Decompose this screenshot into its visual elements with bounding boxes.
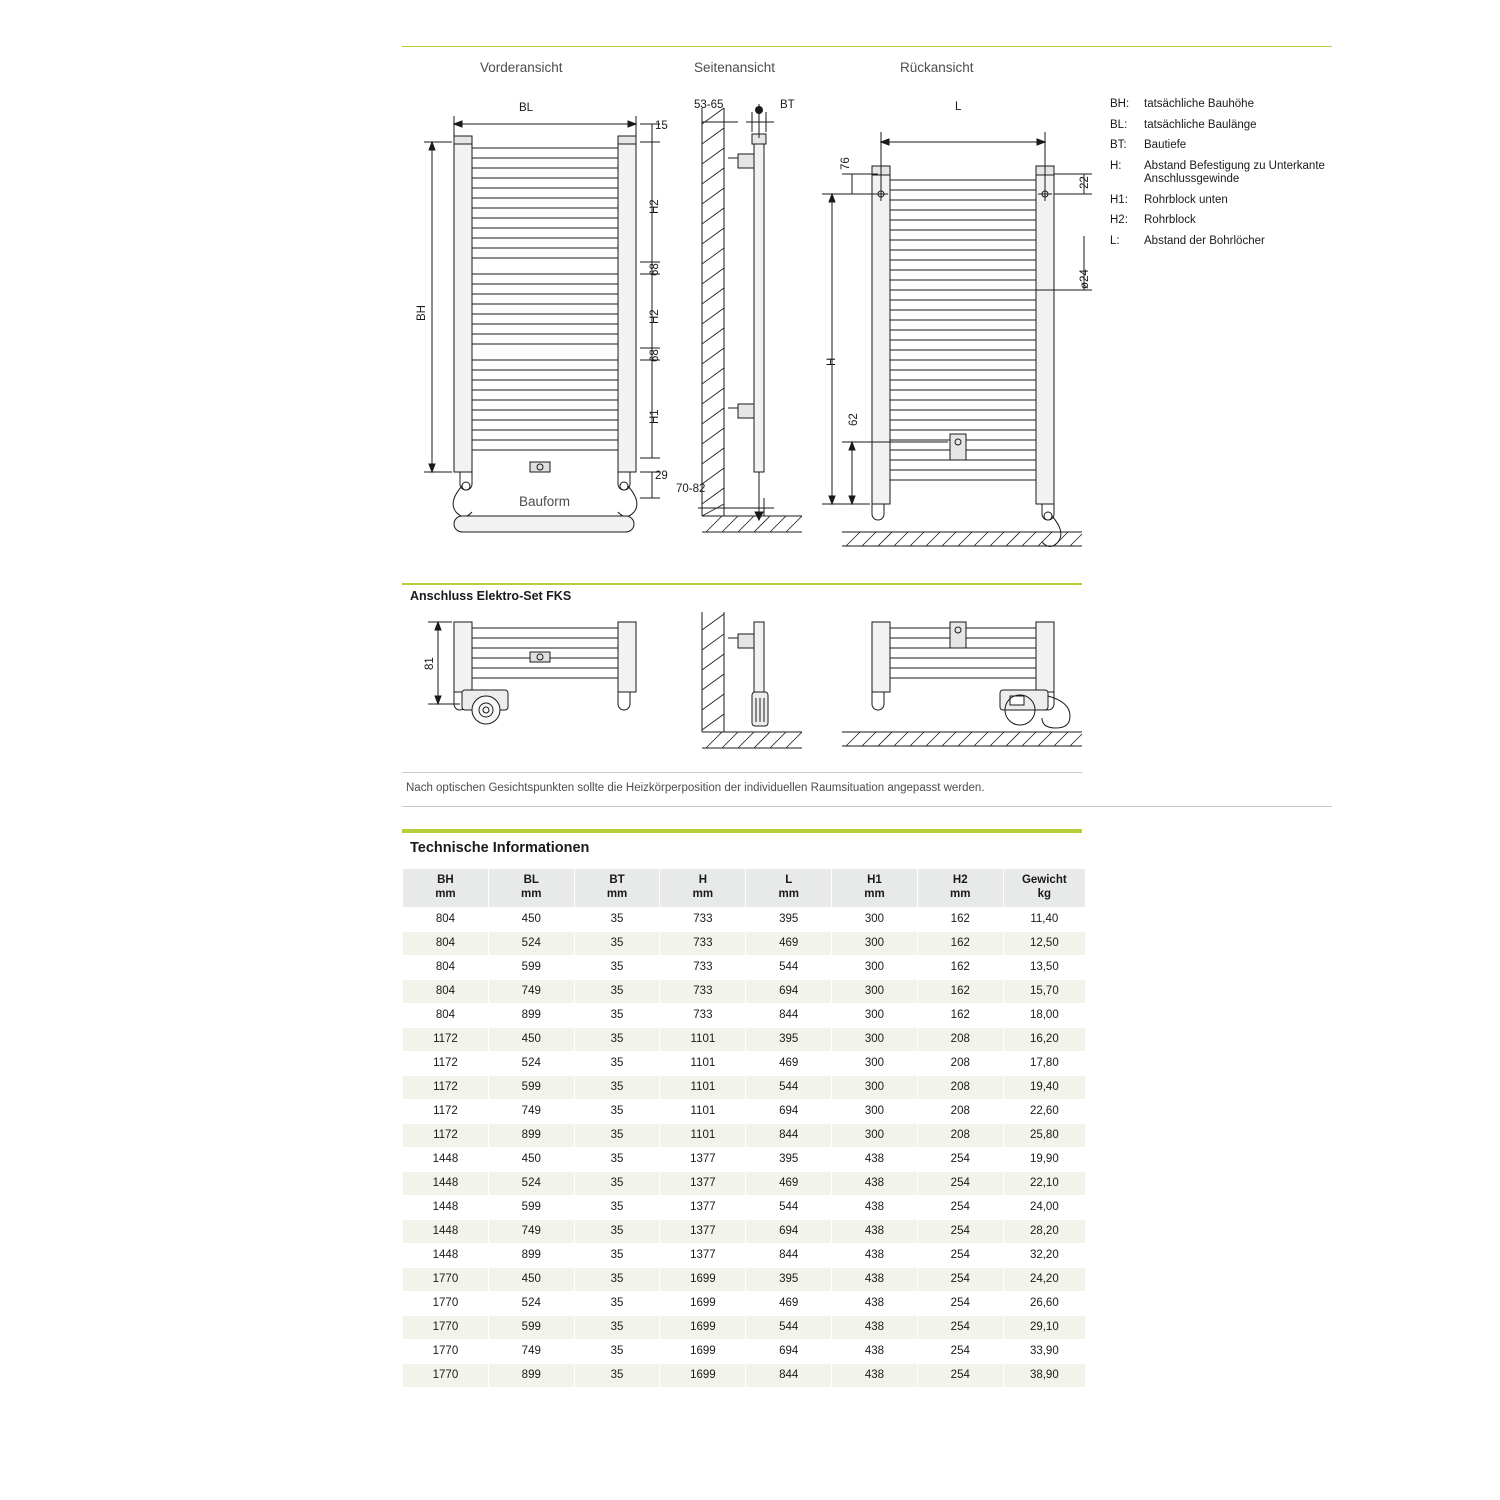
legend-key: BH: [1110,98,1130,110]
table-cell: 254 [917,1171,1003,1195]
table-cell: 438 [832,1267,918,1291]
table-cell: 1699 [660,1363,746,1387]
table-cell: 733 [660,979,746,1003]
table-cell: 254 [917,1243,1003,1267]
table-cell: 1172 [403,1051,489,1075]
table-cell: 804 [403,907,489,931]
table-cell: 438 [832,1171,918,1195]
table-cell: 544 [746,955,832,979]
table-row [403,1147,1086,1171]
table-cell: 395 [746,907,832,931]
legend-key: H: [1110,159,1122,172]
view-title-bauform: Bauform [519,494,571,509]
table-cell: 599 [488,1315,574,1339]
dim-h1: H1 [649,409,661,424]
table-cell: 1448 [403,1147,489,1171]
table-cell: 18,00 [1003,1003,1085,1027]
table-cell: 694 [746,979,832,1003]
col-header-bt [574,869,660,908]
table-cell: 300 [832,907,918,931]
table-cell: 438 [832,1291,918,1315]
table-cell: 1448 [403,1243,489,1267]
table-cell: 524 [488,931,574,955]
col-header-bl [488,869,574,908]
table-row [403,979,1086,1003]
table-row [403,1027,1086,1051]
table-cell: 395 [746,1027,832,1051]
table-cell: 35 [574,1219,660,1243]
table-cell: 300 [832,1099,918,1123]
table-cell: 162 [917,931,1003,955]
table-cell: 804 [403,979,489,1003]
col-unit: mm [778,888,799,901]
col-header-h [660,869,746,908]
table-cell: 208 [917,1075,1003,1099]
table-cell: 1377 [660,1147,746,1171]
legend-list [1110,98,1330,256]
table-cell: 1101 [660,1123,746,1147]
table-row [403,1315,1086,1339]
table-cell: 599 [488,1075,574,1099]
table-row [403,1003,1086,1027]
table-cell: 208 [917,1123,1003,1147]
table-cell: 1101 [660,1051,746,1075]
table-cell: 1448 [403,1195,489,1219]
table-cell: 11,40 [1003,907,1085,931]
col-header-gewicht [1003,869,1085,908]
table-cell: 35 [574,907,660,931]
legend-item-h2 [1110,214,1330,228]
table-cell: 450 [488,1267,574,1291]
view-title-front: Vorderansicht [480,60,563,75]
view-title-back: Rückansicht [900,60,974,75]
table-cell: 1377 [660,1195,746,1219]
table-cell: 12,50 [1003,931,1085,955]
table-cell: 22,60 [1003,1099,1085,1123]
dim-62: 62 [848,413,860,426]
legend-key: H1: [1110,193,1128,206]
col-name: H1 [867,874,882,886]
table-cell: 438 [832,1195,918,1219]
col-unit: mm [606,888,628,901]
table-cell: 35 [574,1315,660,1339]
table-row [403,1099,1086,1123]
legend-value: Abstand der Bohrlöcher [1144,234,1265,247]
table-cell: 844 [746,1243,832,1267]
table-cell: 804 [403,955,489,979]
table-cell: 395 [746,1147,832,1171]
table-cell: 844 [746,1003,832,1027]
table-cell: 438 [832,1315,918,1339]
col-name: L [785,874,793,886]
legend-item-h1 [1110,194,1330,208]
table-cell: 899 [488,1003,574,1027]
col-name: H2 [952,874,968,886]
table-cell: 38,90 [1003,1363,1085,1387]
table-cell: 300 [832,931,918,955]
legend-value: Abstand Befestigung zu Unterkante Anschlussgewinde [1144,159,1325,186]
table-cell: 438 [832,1339,918,1363]
table-cell: 35 [574,1051,660,1075]
table-cell: 162 [917,907,1003,931]
table-cell: 1699 [660,1291,746,1315]
legend-key: BL: [1110,118,1128,131]
table-cell: 544 [746,1195,832,1219]
note-divider-top [402,772,1082,773]
table-cell: 300 [832,1051,918,1075]
table-cell: 1770 [403,1267,489,1291]
table-cell: 1172 [403,1099,489,1123]
table-cell: 733 [660,907,746,931]
table-row [403,1339,1086,1363]
dim-bh: BH [416,305,428,321]
table-row [403,1171,1086,1195]
legend-key: BT: [1110,139,1127,152]
table-row [403,1243,1086,1267]
table-cell: 899 [488,1363,574,1387]
table-cell: 450 [488,1147,574,1171]
table-cell: 1770 [403,1363,489,1387]
table-cell: 254 [917,1291,1003,1315]
legend-item-bh [1110,98,1330,112]
table-cell: 1172 [403,1123,489,1147]
table-cell: 899 [488,1243,574,1267]
col-name: BT [609,874,625,886]
table-cell: 254 [917,1267,1003,1291]
position-note: Nach optischen Gesichtspunkten sollte die Heizkörperposition der individuellen Raumsituation angepasst werden. [406,782,985,794]
table-cell: 694 [746,1219,832,1243]
table-cell: 749 [488,979,574,1003]
table-cell: 524 [488,1291,574,1315]
dim-depth-5365: 53-65 [694,99,724,111]
legend-value: tatsächliche Baulänge [1144,118,1257,131]
table-cell: 254 [917,1195,1003,1219]
table-cell: 208 [917,1027,1003,1051]
table-cell: 438 [832,1243,918,1267]
table-cell: 254 [917,1315,1003,1339]
legend-value: Bautiefe [1144,139,1187,152]
table-row [403,1267,1086,1291]
table-row [403,1291,1086,1315]
dim-h2-mid: H2 [649,309,661,324]
table-row [403,955,1086,979]
table-cell: 35 [574,1195,660,1219]
dim-h: H [826,357,838,366]
table-cell: 694 [746,1099,832,1123]
table-cell: 469 [746,1171,832,1195]
note-divider-bottom [402,806,1332,807]
table-cell: 26,60 [1003,1291,1085,1315]
table-cell: 899 [488,1123,574,1147]
table-cell: 1101 [660,1075,746,1099]
table-row [403,1219,1086,1243]
table-row [403,1195,1086,1219]
table-cell: 749 [488,1099,574,1123]
table-row [403,1075,1086,1099]
view-title-side: Seitenansicht [694,60,776,75]
table-cell: 35 [574,1363,660,1387]
table-row [403,907,1086,931]
table-cell: 599 [488,955,574,979]
dim-l: L [955,101,962,113]
table-row [403,1363,1086,1387]
anschluss-title: Anschluss Elektro-Set FKS [410,589,572,603]
table-cell: 1101 [660,1099,746,1123]
table-cell: 469 [746,1291,832,1315]
table-cell: 35 [574,1003,660,1027]
legend-value: tatsächliche Bauhöhe [1144,98,1254,110]
table-cell: 208 [917,1051,1003,1075]
dim-base-7082: 70-82 [676,483,706,495]
table-cell: 524 [488,1171,574,1195]
col-name: BL [523,874,539,886]
table-cell: 17,80 [1003,1051,1085,1075]
table-cell: 35 [574,1243,660,1267]
legend-item-bl [1110,119,1330,133]
table-cell: 300 [832,1027,918,1051]
table-cell: 469 [746,931,832,955]
table-cell: 1770 [403,1291,489,1315]
table-cell: 254 [917,1219,1003,1243]
table-cell: 469 [746,1051,832,1075]
table-header-row [403,869,1086,908]
dim-dia24: ø24 [1079,269,1091,289]
dim-68-top: 68 [649,263,661,276]
legend-value: Rohrblock unten [1144,193,1228,206]
table-cell: 208 [917,1099,1003,1123]
table-cell: 1172 [403,1027,489,1051]
table-cell: 19,90 [1003,1147,1085,1171]
table-cell: 16,20 [1003,1027,1085,1051]
table-cell: 35 [574,1099,660,1123]
table-cell: 35 [574,1123,660,1147]
table-cell: 35 [574,931,660,955]
table-cell: 35 [574,1147,660,1171]
table-cell: 804 [403,931,489,955]
elektro-set-drawing [402,612,1332,767]
table-cell: 33,90 [1003,1339,1085,1363]
col-header-l [746,869,832,908]
table-cell: 450 [488,1027,574,1051]
table-cell: 13,50 [1003,955,1085,979]
table-cell: 1699 [660,1339,746,1363]
table-cell: 694 [746,1339,832,1363]
dim-bt: BT [780,99,795,111]
table-cell: 733 [660,931,746,955]
table-cell: 749 [488,1339,574,1363]
col-name: H [698,874,708,886]
table-cell: 450 [488,907,574,931]
table-cell: 35 [574,1171,660,1195]
table-cell: 733 [660,1003,746,1027]
col-unit: mm [435,888,456,901]
dim-81: 81 [424,657,436,670]
table-cell: 254 [917,1339,1003,1363]
table-cell: 24,00 [1003,1195,1085,1219]
table-cell: 1377 [660,1243,746,1267]
legend-item-bt [1110,139,1330,153]
table-cell: 25,80 [1003,1123,1085,1147]
tech-accent-rule [402,829,1082,833]
table-cell: 1770 [403,1339,489,1363]
table-row [403,931,1086,955]
table-cell: 300 [832,1003,918,1027]
col-name: BH [437,874,454,886]
col-unit: mm [692,888,714,901]
table-row [403,1051,1086,1075]
table-cell: 844 [746,1363,832,1387]
legend-item-l [1110,235,1330,249]
table-cell: 29,10 [1003,1315,1085,1339]
table-cell: 749 [488,1219,574,1243]
col-unit: mm [950,888,971,901]
legend-item-h [1110,160,1330,187]
table-cell: 524 [488,1051,574,1075]
table-cell: 35 [574,1339,660,1363]
table-cell: 804 [403,1003,489,1027]
legend-value: Rohrblock [1144,214,1196,227]
table-cell: 1377 [660,1171,746,1195]
anschluss-accent-rule [402,583,1082,585]
dim-68-bottom: 68 [649,349,661,362]
table-cell: 24,20 [1003,1267,1085,1291]
table-cell: 300 [832,955,918,979]
table-cell: 162 [917,1003,1003,1027]
table-cell: 1377 [660,1219,746,1243]
table-body [403,907,1086,1387]
dim-bl: BL [519,102,534,114]
table-cell: 35 [574,955,660,979]
table-cell: 438 [832,1147,918,1171]
legend-key: H2: [1110,214,1128,227]
table-cell: 300 [832,1123,918,1147]
table-cell: 1448 [403,1171,489,1195]
table-cell: 162 [917,979,1003,1003]
table-cell: 22,10 [1003,1171,1085,1195]
table-cell: 1699 [660,1267,746,1291]
table-row [403,1123,1086,1147]
table-cell: 438 [832,1363,918,1387]
table-cell: 1101 [660,1027,746,1051]
table-cell: 1770 [403,1315,489,1339]
technical-information-table [402,868,1086,1388]
table-cell: 35 [574,1267,660,1291]
table-cell: 162 [917,955,1003,979]
table-cell: 599 [488,1195,574,1219]
table-cell: 1699 [660,1315,746,1339]
table-cell: 395 [746,1267,832,1291]
table-cell: 19,40 [1003,1075,1085,1099]
dim-76: 76 [840,157,852,170]
table-cell: 28,20 [1003,1219,1085,1243]
table-cell: 254 [917,1147,1003,1171]
elektro-drawings-area [402,612,1332,767]
table-cell: 15,70 [1003,979,1085,1003]
tech-title: Technische Informationen [410,840,590,856]
col-header-h1 [832,869,918,908]
dim-29: 29 [655,470,668,482]
table-cell: 32,20 [1003,1243,1085,1267]
table-cell: 1172 [403,1075,489,1099]
dim-22: 22 [1079,176,1091,189]
col-unit: mm [864,888,885,901]
table-cell: 35 [574,979,660,1003]
legend-key: L: [1110,234,1120,247]
table-cell: 733 [660,955,746,979]
table-cell: 300 [832,1075,918,1099]
col-name: Gewicht [1021,874,1067,886]
dim-h2-top: H2 [649,199,661,214]
table-cell: 1448 [403,1219,489,1243]
table-cell: 544 [746,1315,832,1339]
table-cell: 254 [917,1363,1003,1387]
col-header-h2 [917,869,1003,908]
col-unit: mm [521,888,542,901]
table-cell: 35 [574,1027,660,1051]
table-cell: 35 [574,1291,660,1315]
col-header-bh [403,869,489,908]
table-cell: 35 [574,1075,660,1099]
table-cell: 844 [746,1123,832,1147]
dim-15: 15 [655,120,668,132]
col-unit: kg [1037,888,1052,901]
table-cell: 544 [746,1075,832,1099]
table-cell: 438 [832,1219,918,1243]
table-cell: 300 [832,979,918,1003]
